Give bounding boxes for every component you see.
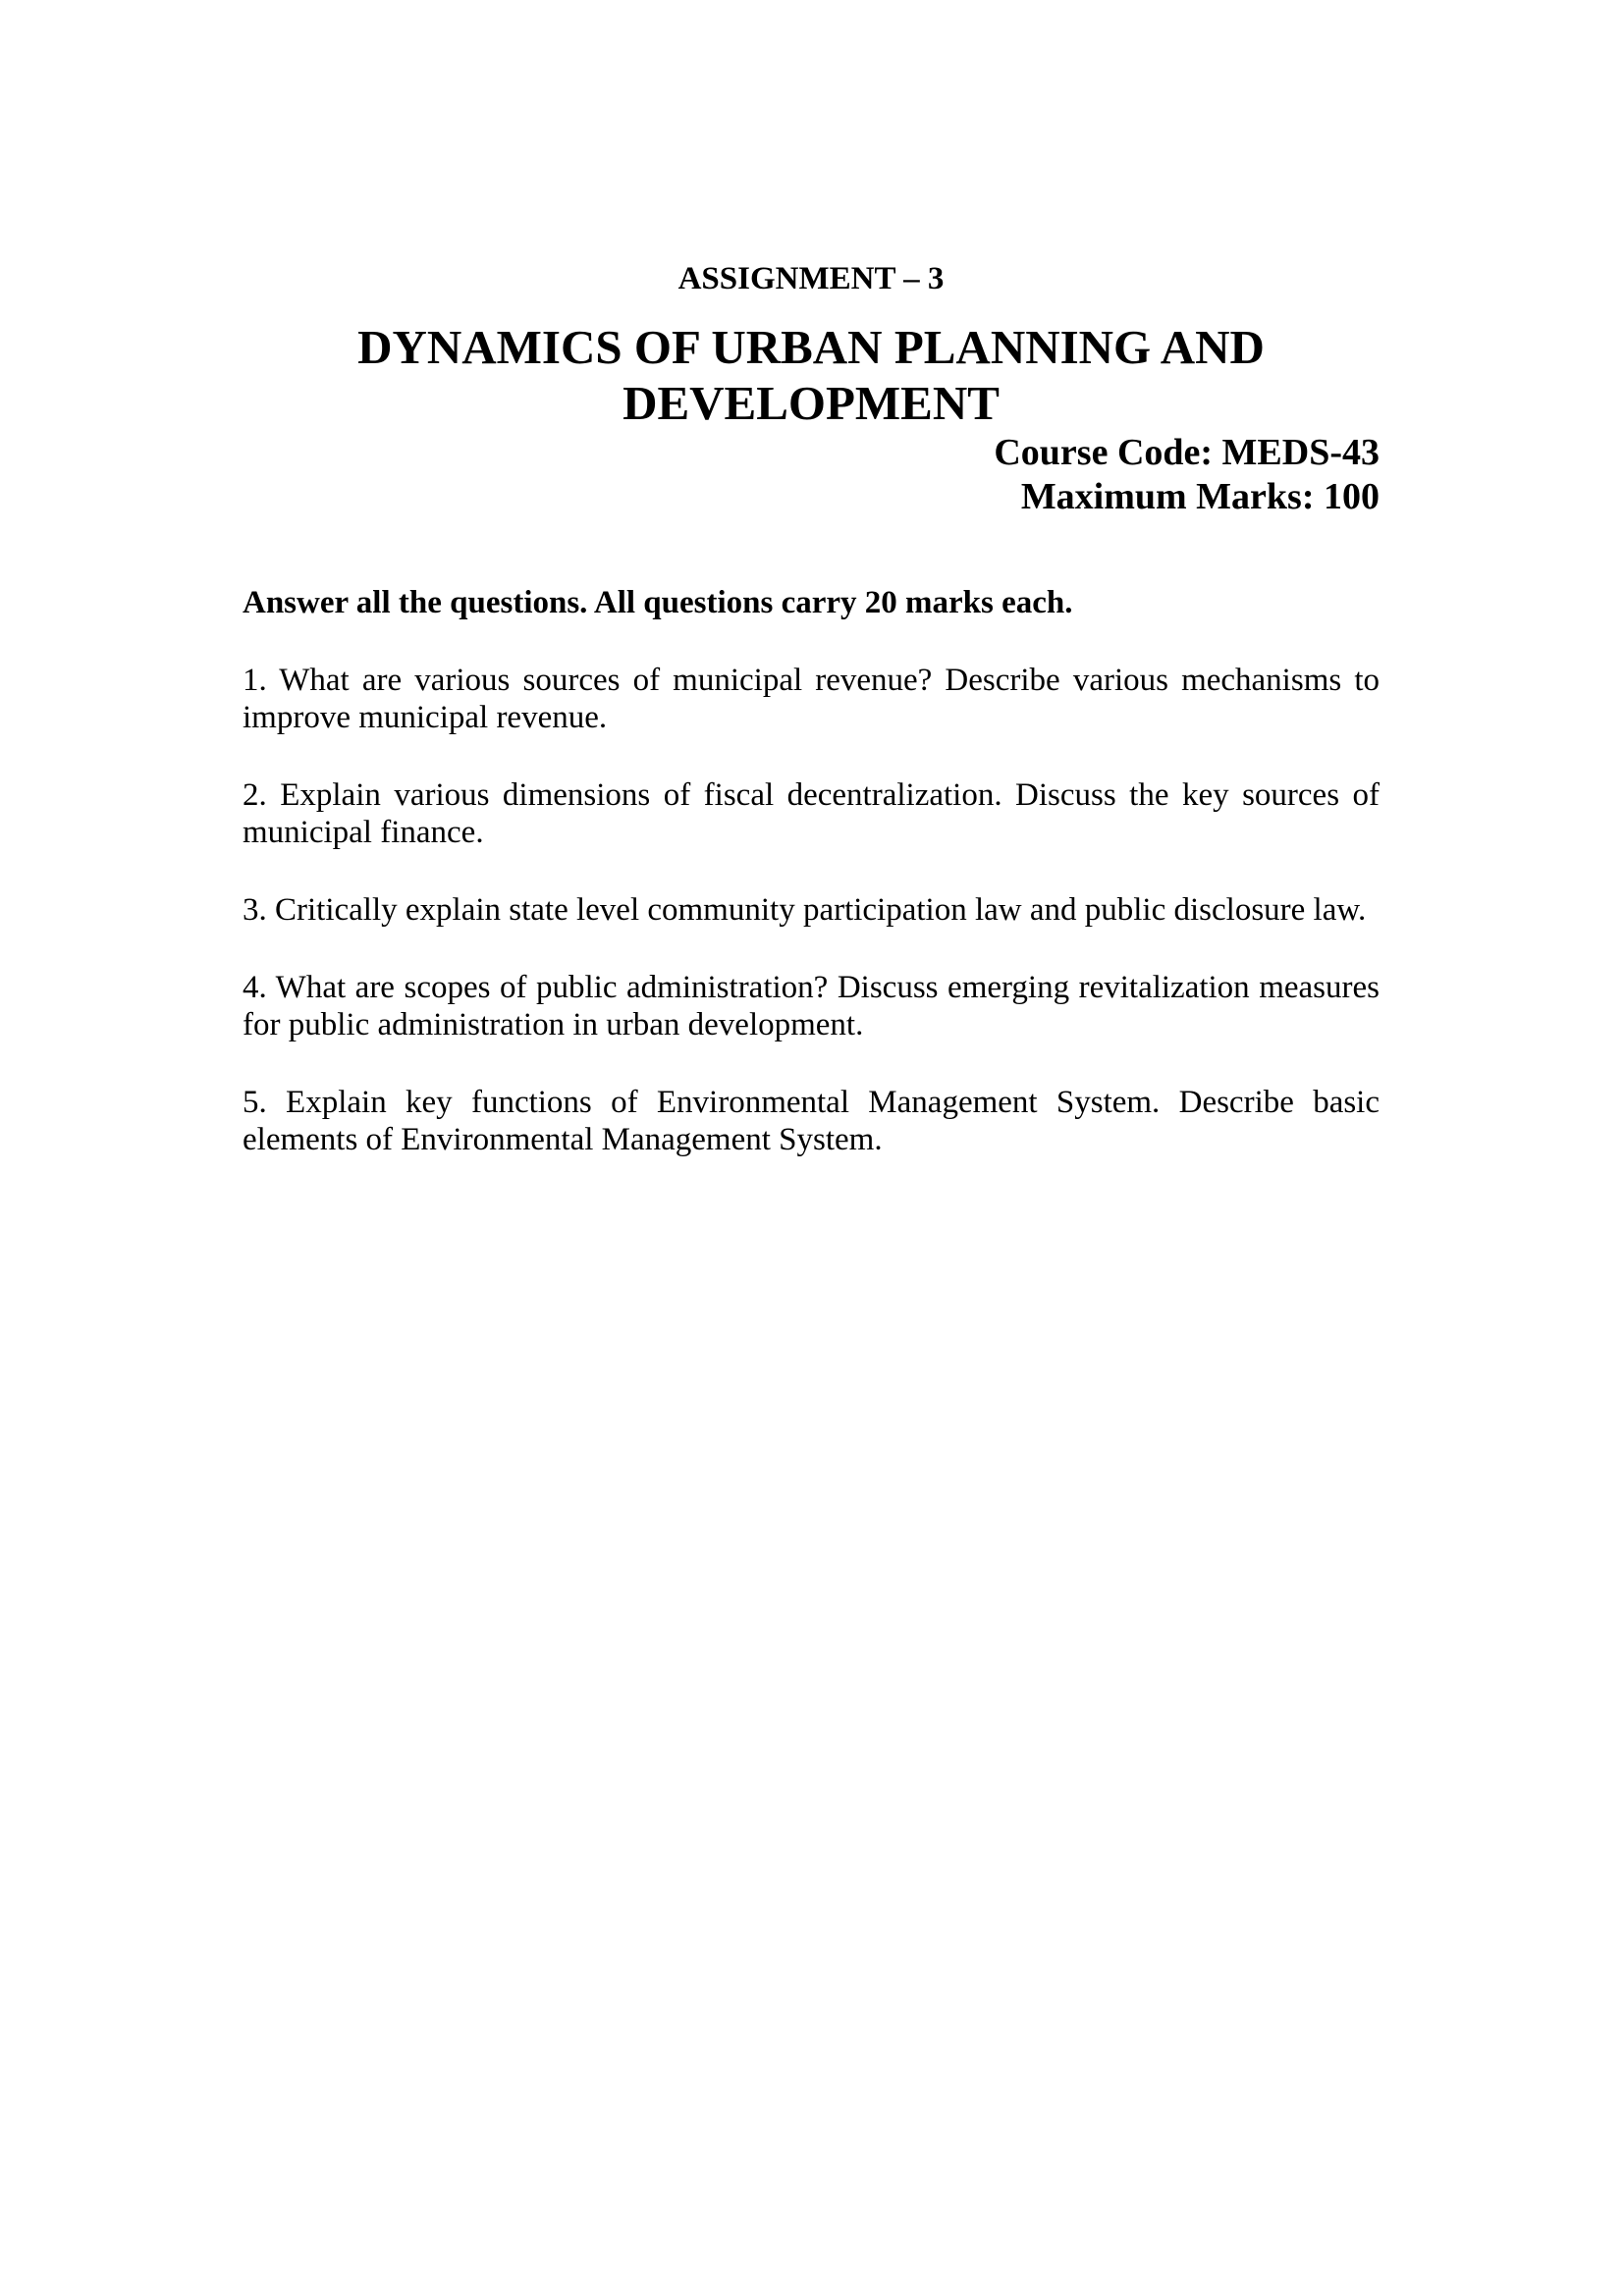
course-meta-block <box>243 431 1380 519</box>
question-4: 4. What are scopes of public administration? Discuss emerging revitalization measures for public administration in urban development. <box>243 970 1380 1042</box>
assignment-number-heading: ASSIGNMENT – 3 <box>677 261 945 296</box>
document-content <box>243 0 1380 1158</box>
question-3: 3. Critically explain state level community participation law and public disclosure law. <box>243 892 1367 928</box>
document-title: DYNAMICS OF URBAN PLANNING AND DEVELOPMENT <box>357 320 1265 430</box>
question-5: 5. Explain key functions of Environmental Management System. Describe basic elements of Environmental Management System. <box>243 1085 1380 1157</box>
question-2: 2. Explain various dimensions of fiscal decentralization. Discuss the key sources of municipal finance. <box>243 777 1380 850</box>
course-code: Course Code: MEDS-43 <box>994 432 1380 473</box>
question-1: 1. What are various sources of municipal revenue? Describe various mechanisms to improve municipal revenue. <box>243 663 1380 735</box>
maximum-marks: Maximum Marks: 100 <box>1020 476 1380 517</box>
answer-instruction: Answer all the questions. All questions carry 20 marks each. <box>243 585 1073 620</box>
